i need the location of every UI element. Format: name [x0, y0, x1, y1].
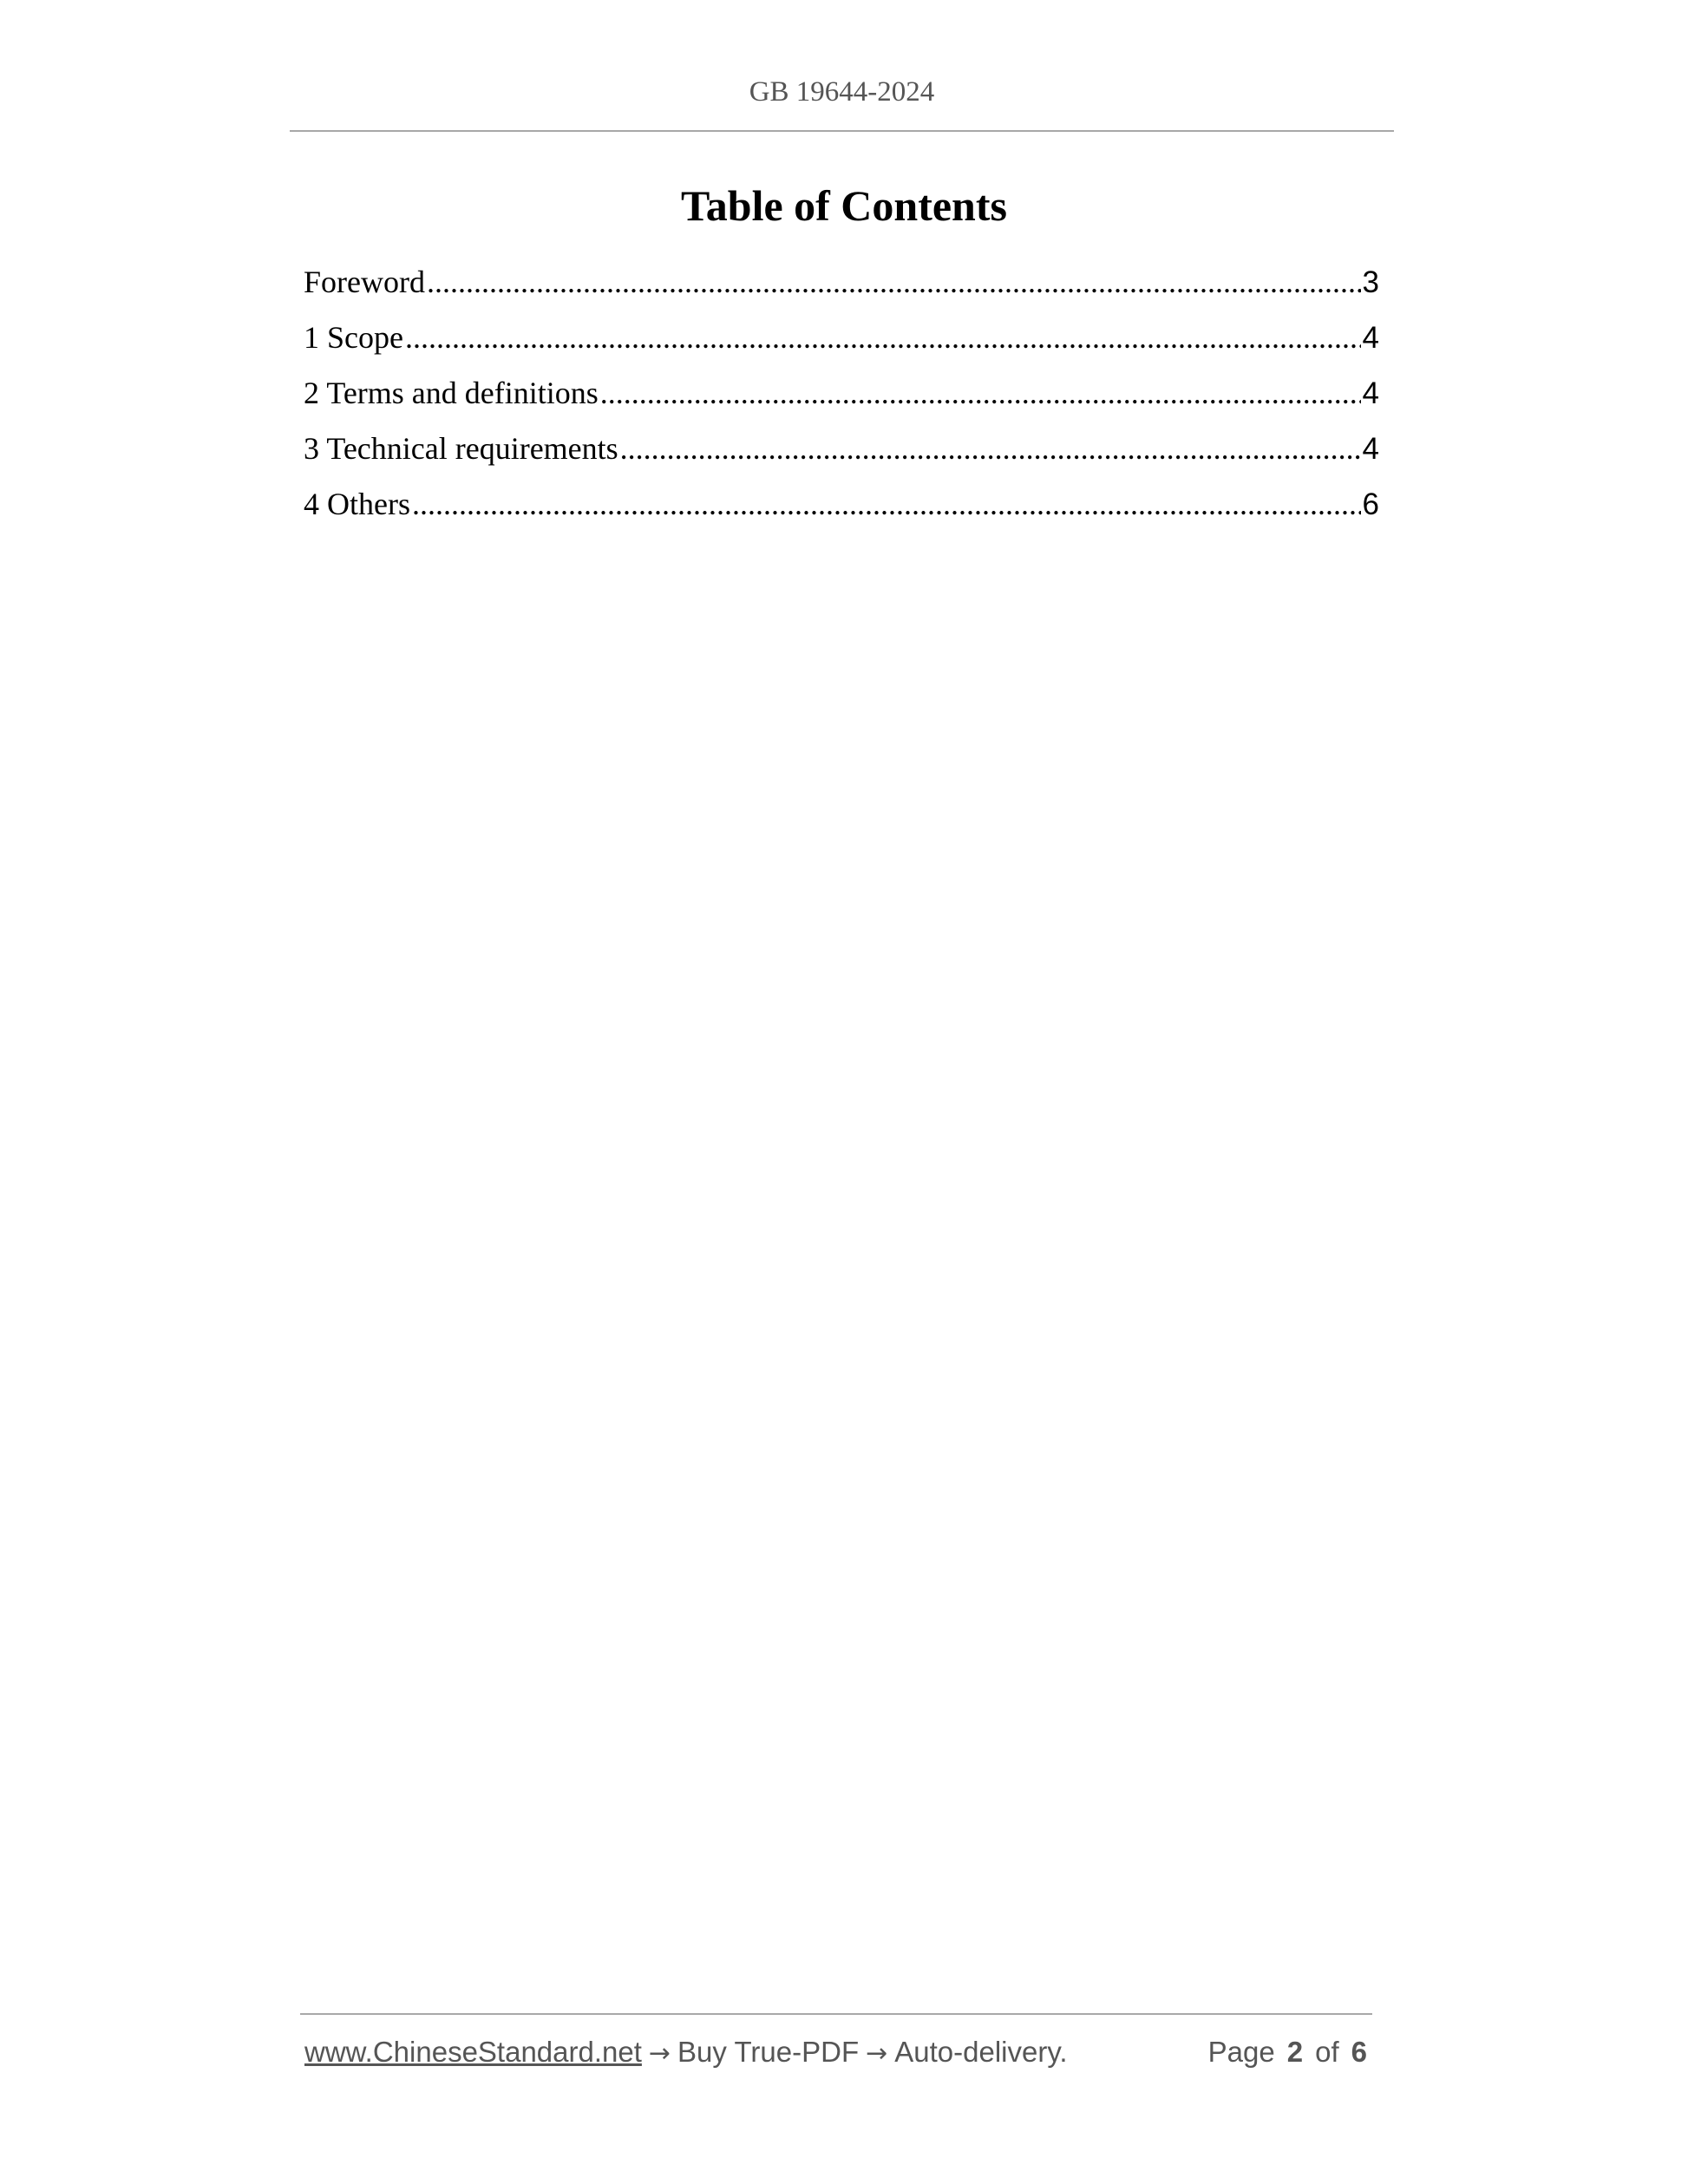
toc-entry-others[interactable]: [304, 482, 1379, 538]
toc-entry-page: 3: [1362, 265, 1379, 299]
toc-entry-page: 6: [1362, 487, 1379, 521]
right-arrow-icon: →: [648, 2038, 671, 2069]
standard-code: GB 19644-2024: [749, 76, 935, 108]
toc-entry-foreword[interactable]: [304, 260, 1379, 316]
toc-entry-label: 3 Technical requirements: [304, 431, 618, 466]
toc-entry-label: 2 Terms and definitions: [304, 376, 599, 410]
toc-entry-label: Foreword: [304, 265, 425, 299]
toc-entry-terms-and-definitions[interactable]: [304, 371, 1379, 427]
toc-leader-dots: [412, 482, 1361, 526]
toc-list: [304, 260, 1379, 538]
toc-entry-label: 1 Scope: [304, 320, 403, 355]
page-number: [1208, 2036, 1367, 2069]
toc-entry-page: 4: [1362, 432, 1379, 466]
toc-entry-label: 4 Others: [304, 487, 410, 521]
page-label: Page: [1207, 2036, 1275, 2068]
toc-entry-technical-requirements[interactable]: [304, 427, 1379, 482]
website-link[interactable]: www.ChineseStandard.net: [304, 2036, 642, 2068]
toc-leader-dots: [600, 371, 1361, 415]
delivery-text: Auto-delivery.: [894, 2036, 1068, 2068]
toc-entry-page: 4: [1362, 321, 1379, 355]
toc-title: Table of Contents: [681, 181, 1007, 230]
total-pages: 6: [1351, 2036, 1367, 2068]
toc-entry-page: 4: [1362, 376, 1379, 410]
page-footer: [300, 2013, 1372, 2084]
footer-promo: [304, 2036, 1068, 2069]
toc-entry-scope[interactable]: [304, 316, 1379, 371]
current-page: 2: [1286, 2036, 1304, 2068]
buy-text: Buy True-PDF: [677, 2036, 860, 2068]
toc-leader-dots: [427, 260, 1361, 304]
of-label: of: [1315, 2036, 1339, 2068]
page-header: [290, 0, 1394, 132]
right-arrow-icon: →: [866, 2038, 888, 2069]
toc-leader-dots: [405, 316, 1361, 359]
toc-leader-dots: [620, 427, 1361, 470]
